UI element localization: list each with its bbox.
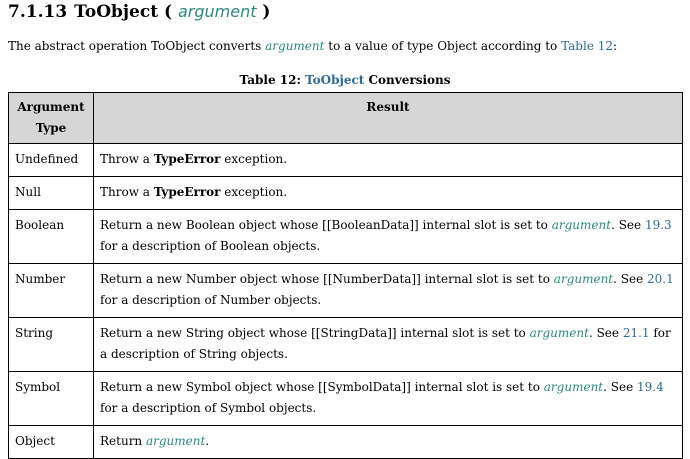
result-text: . See [603,380,637,394]
intro-variable[interactable]: argument [265,39,325,53]
column-header-argument-type: Argument Type [9,93,94,144]
caption-prefix: Table 12: [239,73,306,87]
table-row [9,372,683,426]
open-paren: ( [163,2,173,22]
result-text: Return a new Symbol object whose [[SymbolData]] internal slot is set to [100,380,544,394]
result-text: . [205,434,210,448]
result-text: Return a new Boolean object whose [[BooleanData]] internal slot is set to [100,218,552,232]
result-text: exception. [220,185,288,199]
argument-type-cell: Boolean [9,210,94,264]
conversion-table [8,92,683,459]
result-cell [94,210,683,264]
section-link[interactable]: 20.1 [647,272,674,286]
result-text: Throw a [100,185,154,199]
result-text: . See [611,218,645,232]
section-heading [8,0,270,24]
table-row [9,426,683,459]
result-text: . See [613,272,648,286]
result-text: exception. [220,152,288,166]
section-link[interactable]: 19.3 [644,218,672,232]
intro-text: to a value of type Object according to [324,39,562,53]
section-name: ToObject [74,2,159,22]
argument-type-cell: Object [9,426,94,459]
result-bold: TypeError [153,185,221,199]
argument-type-cell: Symbol [9,372,94,426]
section-number: 7.1.13 [8,2,68,22]
result-cell [94,426,683,459]
result-text: Return a new String object whose [[StringData]] internal slot is set to [100,326,530,340]
heading-parameter: argument [177,2,257,21]
result-text: . See [588,326,623,340]
argument-type-cell: Number [9,264,94,318]
result-variable[interactable]: argument [553,272,614,286]
argument-type-cell: Undefined [9,144,94,177]
caption-suffix: Conversions [364,73,451,87]
table-row [9,264,683,318]
intro-text: The abstract operation ToObject converts [8,39,266,53]
table-12-link[interactable]: Table 12 [561,39,614,53]
argument-type-cell: String [9,318,94,372]
result-variable[interactable]: argument [543,380,604,394]
result-text: for a description of Symbol objects. [100,401,317,415]
result-cell [94,372,683,426]
table-header-row [9,93,683,144]
table-row [9,144,683,177]
result-cell [94,177,683,210]
close-paren: ) [262,2,271,22]
result-text: Throw a [100,152,154,166]
table-row [9,210,683,264]
result-cell [94,318,683,372]
result-text: for a description of Number objects. [100,293,322,307]
result-variable[interactable]: argument [529,326,589,340]
result-bold: TypeError [153,152,221,166]
result-variable[interactable]: argument [145,434,206,448]
intro-paragraph [8,37,617,55]
result-variable[interactable]: argument [551,218,612,232]
caption-link[interactable]: ToObject [305,73,365,87]
result-text: for a description of String objects. [100,326,671,361]
intro-text: : [613,39,618,53]
result-cell [94,144,683,177]
result-text: for a description of Boolean objects. [100,239,321,253]
table-row [9,318,683,372]
column-header-result: Result [94,93,683,144]
result-text: Return [100,434,146,448]
table-row [9,177,683,210]
table-caption [0,71,690,89]
argument-type-cell: Null [9,177,94,210]
section-link[interactable]: 19.4 [637,380,664,394]
result-text: Return a new Number object whose [[NumberData]] internal slot is set to [100,272,554,286]
section-link[interactable]: 21.1 [622,326,650,340]
result-cell [94,264,683,318]
